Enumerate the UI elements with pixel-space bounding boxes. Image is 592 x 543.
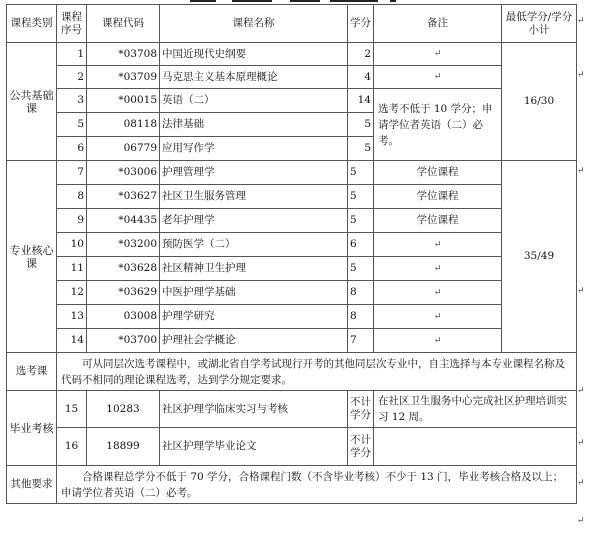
row-credit: 不计学分 bbox=[348, 428, 374, 466]
row-credit: 5 bbox=[348, 185, 374, 209]
row-seq: 11 bbox=[57, 257, 87, 281]
practice-note: 在社区卫生服务中心完成社区护理培训实习 12 周。 bbox=[374, 391, 577, 428]
other-text: 合格课程总学分不低于 70 学分，合格课程门数（不含毕业考核）不少于 13 门，毕业考核合格及以上；申请学位者英语（二）必考。 bbox=[57, 466, 577, 504]
row-name: 应用写作学 bbox=[160, 137, 348, 161]
row-seq: 1 bbox=[57, 43, 87, 66]
row-credit: 4 bbox=[348, 66, 374, 89]
row-credit: 8 bbox=[348, 281, 374, 305]
row-code: *03708 bbox=[87, 43, 160, 66]
edge-mark: ↵ bbox=[577, 286, 585, 296]
row-name: 护理学研究 bbox=[160, 305, 348, 329]
row-seq: 9 bbox=[57, 209, 87, 233]
header-min: 最低学分/学分小计 bbox=[502, 5, 577, 43]
table-row bbox=[7, 329, 577, 353]
header-seq: 课程序号 bbox=[57, 5, 87, 43]
practice-row bbox=[7, 391, 577, 428]
row-name: 社区卫生服务管理 bbox=[160, 185, 348, 209]
row-credit: 5 bbox=[348, 137, 374, 161]
table-row bbox=[7, 281, 577, 305]
header-credit: 学分 bbox=[348, 5, 374, 43]
public-note: 选考不低于 10 学分；申请学位者英语（二）必考。 bbox=[374, 89, 502, 161]
row-note: 学位课程 bbox=[374, 185, 502, 209]
row-code: 08118 bbox=[87, 113, 160, 137]
row-credit: 5 bbox=[348, 161, 374, 185]
edge-mark: ↵ bbox=[577, 166, 585, 176]
row-code: 10283 bbox=[87, 391, 160, 428]
row-credit: 5 bbox=[348, 209, 374, 233]
row-credit: 7 bbox=[348, 329, 374, 353]
row-code: *03006 bbox=[87, 161, 160, 185]
row-note: ↵ bbox=[374, 305, 502, 329]
group-practice: 毕业考核 bbox=[7, 391, 57, 466]
row-seq: 5 bbox=[57, 113, 87, 137]
row-note: ↵ bbox=[374, 233, 502, 257]
row-code: *03709 bbox=[87, 66, 160, 89]
table-row bbox=[7, 233, 577, 257]
table-row bbox=[7, 305, 577, 329]
row-seq: 6 bbox=[57, 137, 87, 161]
edge-mark: ↵ bbox=[577, 16, 585, 26]
edge-mark: ↵ bbox=[577, 478, 585, 488]
row-credit: 不计学分 bbox=[348, 391, 374, 428]
group-public: 公共基础课 bbox=[7, 43, 57, 161]
row-seq: 7 bbox=[57, 161, 87, 185]
row-name: 马克思主义基本原理概论 bbox=[160, 66, 348, 89]
row-code: *03629 bbox=[87, 281, 160, 305]
row-seq: 10 bbox=[57, 233, 87, 257]
header-category: 课程类别 bbox=[7, 5, 57, 43]
row-code: 06779 bbox=[87, 137, 160, 161]
elective-text: 可从同层次选考课程中，或湖北省自学考试现行开考的其他同层次专业中，自主选择与本专业课程名称及代码不相同的理论课程选考，达到学分规定要求。 bbox=[57, 353, 577, 391]
row-name: 中医护理学基础 bbox=[160, 281, 348, 305]
row-note: ↵ bbox=[374, 281, 502, 305]
edge-mark: ↵ bbox=[577, 70, 585, 80]
row-credit: 8 bbox=[348, 305, 374, 329]
row-note: 学位课程 bbox=[374, 209, 502, 233]
row-name: 中国近现代史纲要 bbox=[160, 43, 348, 66]
header-name: 课程名称 bbox=[160, 5, 348, 43]
row-note: ↵ bbox=[374, 257, 502, 281]
elective-row bbox=[7, 353, 577, 391]
row-seq: 8 bbox=[57, 185, 87, 209]
table-row bbox=[7, 43, 577, 66]
row-note: 学位课程 bbox=[374, 161, 502, 185]
table-row bbox=[7, 66, 577, 89]
table-row bbox=[7, 209, 577, 233]
row-seq: 12 bbox=[57, 281, 87, 305]
row-name: 预防医学（二） bbox=[160, 233, 348, 257]
row-credit: 5 bbox=[348, 113, 374, 137]
row-name: 社区护理学临床实习与考核 bbox=[160, 391, 348, 428]
row-seq: 13 bbox=[57, 305, 87, 329]
table-row bbox=[7, 257, 577, 281]
edge-mark: ↵ bbox=[577, 438, 585, 448]
row-name: 英语（二） bbox=[160, 89, 348, 113]
row-name: 法律基础 bbox=[160, 113, 348, 137]
row-code: *03627 bbox=[87, 185, 160, 209]
row-seq: 15 bbox=[57, 391, 87, 428]
group-elective: 选考课 bbox=[7, 353, 57, 391]
row-credit: 6 bbox=[348, 233, 374, 257]
row-code: *03628 bbox=[87, 257, 160, 281]
core-min: 35/49 bbox=[502, 161, 577, 353]
right-edge-marks bbox=[576, 6, 590, 542]
row-seq: 16 bbox=[57, 428, 87, 466]
group-other: 其他要求 bbox=[7, 466, 57, 504]
row-note: ↵ bbox=[374, 329, 502, 353]
row-code: *00015 bbox=[87, 89, 160, 113]
table-row bbox=[7, 89, 577, 113]
header-code: 课程代码 bbox=[87, 5, 160, 43]
row-seq: 3 bbox=[57, 89, 87, 113]
course-plan-table bbox=[6, 4, 577, 504]
public-min: 16/30 bbox=[502, 43, 577, 161]
row-seq: 2 bbox=[57, 66, 87, 89]
header-note: 备注 bbox=[374, 5, 502, 43]
row-credit: 5 bbox=[348, 257, 374, 281]
row-note: ↵ bbox=[374, 66, 502, 89]
row-code: *03200 bbox=[87, 233, 160, 257]
row-code: 18899 bbox=[87, 428, 160, 466]
row-note: ↵ bbox=[374, 43, 502, 66]
row-credit: 2 bbox=[348, 43, 374, 66]
edge-mark: ↵ bbox=[577, 386, 585, 396]
row-seq: 14 bbox=[57, 329, 87, 353]
practice-note-empty bbox=[374, 428, 577, 466]
group-core: 专业核心课 bbox=[7, 161, 57, 353]
table-row bbox=[7, 161, 577, 185]
practice-row bbox=[7, 428, 577, 466]
row-code: *03700 bbox=[87, 329, 160, 353]
row-code: 03008 bbox=[87, 305, 160, 329]
row-name: 护理社会学概论 bbox=[160, 329, 348, 353]
row-name: 老年护理学 bbox=[160, 209, 348, 233]
table-row bbox=[7, 185, 577, 209]
header-row bbox=[7, 5, 577, 43]
edge-mark: ↵ bbox=[577, 516, 585, 526]
row-name: 社区护理学毕业论文 bbox=[160, 428, 348, 466]
other-row bbox=[7, 466, 577, 504]
row-name: 护理管理学 bbox=[160, 161, 348, 185]
row-code: *04435 bbox=[87, 209, 160, 233]
row-name: 社区精神卫生护理 bbox=[160, 257, 348, 281]
row-credit: 14 bbox=[348, 89, 374, 113]
